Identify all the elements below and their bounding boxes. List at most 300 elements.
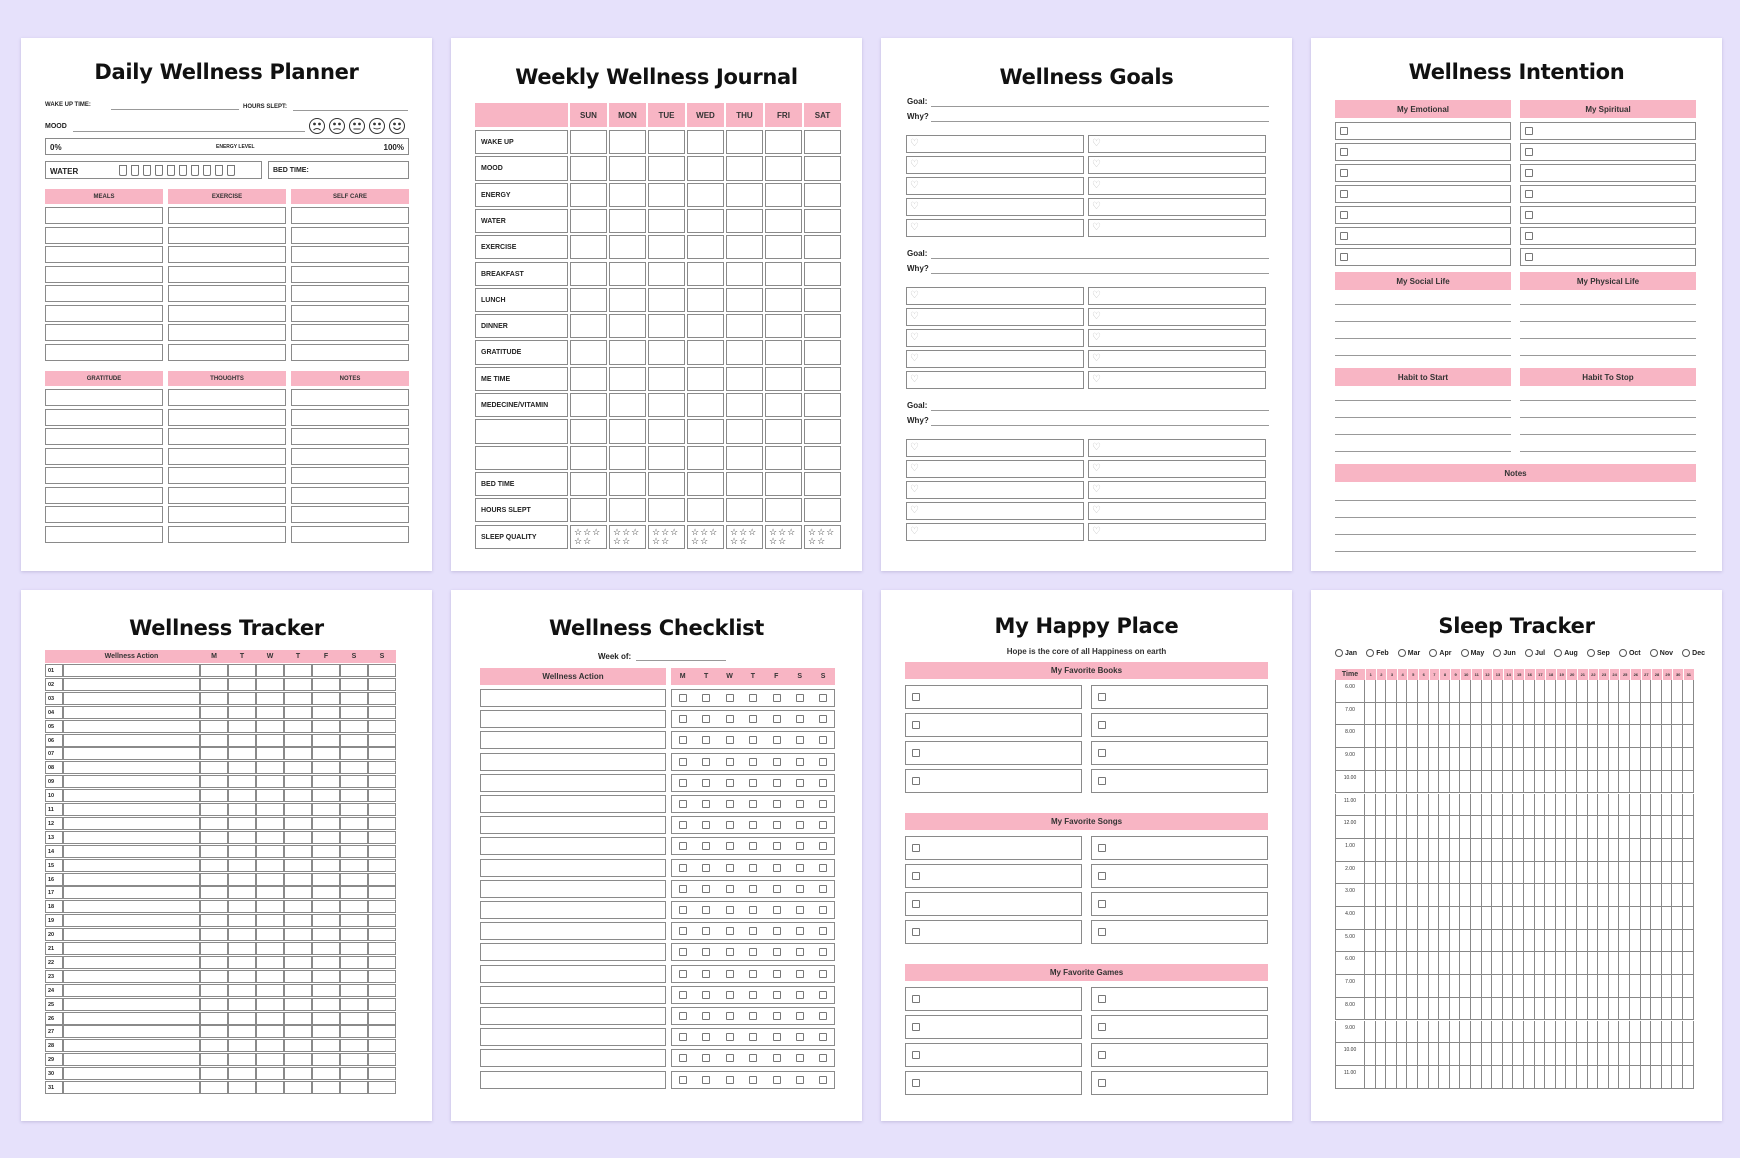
sleep-cell[interactable]	[1651, 771, 1662, 794]
sleep-cell[interactable]	[1556, 975, 1567, 998]
favorite-item[interactable]	[905, 769, 1082, 793]
entry-cell[interactable]	[648, 393, 685, 417]
action-cell[interactable]	[63, 886, 200, 899]
day-cell[interactable]	[340, 1039, 368, 1052]
day-cell[interactable]	[368, 678, 396, 691]
sleep-cell[interactable]	[1482, 771, 1493, 794]
sleep-cell[interactable]	[1460, 1021, 1471, 1044]
sleep-cell[interactable]	[1609, 975, 1620, 998]
sleep-cell[interactable]	[1662, 748, 1673, 771]
sleep-cell[interactable]	[1577, 862, 1588, 885]
sleep-cell[interactable]	[1545, 771, 1556, 794]
action-cell[interactable]	[63, 831, 200, 844]
day-cell[interactable]	[340, 845, 368, 858]
sleep-cell[interactable]	[1641, 862, 1652, 885]
checkbox[interactable]	[679, 779, 687, 787]
checkbox[interactable]	[749, 1033, 757, 1041]
glass-icon[interactable]	[215, 165, 223, 176]
day-cell[interactable]	[200, 942, 228, 955]
goal-step[interactable]	[1088, 198, 1266, 216]
day-cell[interactable]	[312, 956, 340, 969]
day-cell[interactable]	[284, 984, 312, 997]
sleep-cell[interactable]	[1662, 1043, 1673, 1066]
water-box[interactable]	[45, 161, 262, 179]
sleep-cell[interactable]	[1397, 952, 1408, 975]
sleep-cell[interactable]	[1460, 930, 1471, 953]
goal-step[interactable]	[906, 523, 1084, 541]
checkbox[interactable]	[1340, 127, 1348, 135]
entry-cell[interactable]	[609, 156, 646, 180]
checkbox[interactable]	[819, 1076, 827, 1084]
entry-cell[interactable]	[804, 498, 841, 522]
entry-cell[interactable]	[726, 235, 763, 259]
checkbox[interactable]	[1340, 148, 1348, 156]
checkbox[interactable]	[1098, 777, 1106, 785]
goal-step[interactable]	[906, 481, 1084, 499]
day-cell[interactable]	[284, 831, 312, 844]
checkbox[interactable]	[773, 1012, 781, 1020]
sleep-cell[interactable]	[1429, 1066, 1440, 1089]
sleep-cell[interactable]	[1619, 1066, 1630, 1089]
checkbox[interactable]	[773, 927, 781, 935]
checkbox[interactable]	[726, 991, 734, 999]
checkbox[interactable]	[702, 1033, 710, 1041]
entry-cell[interactable]	[570, 419, 607, 443]
entry-cell[interactable]	[804, 419, 841, 443]
goal-step[interactable]	[906, 156, 1084, 174]
intention-item[interactable]	[1520, 206, 1696, 224]
entry-cell[interactable]	[45, 487, 163, 504]
entry-cell[interactable]	[291, 467, 409, 484]
day-cell[interactable]	[340, 678, 368, 691]
sleep-cell[interactable]	[1598, 816, 1609, 839]
entry-cell[interactable]	[45, 305, 163, 322]
sleep-cell[interactable]	[1566, 816, 1577, 839]
writing-line[interactable]	[1335, 304, 1511, 305]
sleep-cell[interactable]	[1651, 907, 1662, 930]
sleep-cell[interactable]	[1619, 725, 1630, 748]
sleep-cell[interactable]	[1450, 930, 1461, 953]
day-cell[interactable]	[368, 1012, 396, 1025]
sleep-cell[interactable]	[1588, 1021, 1599, 1044]
sleep-cell[interactable]	[1598, 794, 1609, 817]
checkbox[interactable]	[702, 800, 710, 808]
glass-icon[interactable]	[179, 165, 187, 176]
sleep-cell[interactable]	[1513, 1021, 1524, 1044]
sleep-cell[interactable]	[1492, 680, 1503, 703]
action-cell[interactable]	[480, 922, 666, 940]
checkbox[interactable]	[773, 948, 781, 956]
goal-step[interactable]	[906, 219, 1084, 237]
day-cell[interactable]	[228, 873, 256, 886]
entry-cell[interactable]	[570, 498, 607, 522]
sleep-cell[interactable]	[1609, 952, 1620, 975]
day-cell[interactable]	[340, 706, 368, 719]
sleep-cell[interactable]	[1439, 975, 1450, 998]
entry-cell[interactable]	[648, 183, 685, 207]
sleep-cell[interactable]	[1609, 771, 1620, 794]
day-cell[interactable]	[340, 775, 368, 788]
sleep-cell[interactable]	[1619, 839, 1630, 862]
day-cell[interactable]	[312, 747, 340, 760]
sleep-cell[interactable]	[1460, 725, 1471, 748]
sleep-cell[interactable]	[1376, 930, 1387, 953]
day-cell[interactable]	[284, 817, 312, 830]
day-cell[interactable]	[368, 720, 396, 733]
entry-cell[interactable]	[765, 393, 802, 417]
sleep-cell[interactable]	[1598, 952, 1609, 975]
day-cell[interactable]	[256, 984, 284, 997]
day-cell[interactable]	[312, 998, 340, 1011]
day-cell[interactable]	[200, 1053, 228, 1066]
day-cell[interactable]	[200, 984, 228, 997]
sleep-cell[interactable]	[1407, 930, 1418, 953]
sleep-cell[interactable]	[1429, 703, 1440, 726]
sleep-cell[interactable]	[1524, 725, 1535, 748]
intention-item[interactable]	[1335, 185, 1511, 203]
sleep-cell[interactable]	[1450, 1043, 1461, 1066]
day-cell[interactable]	[200, 928, 228, 941]
sleep-cell[interactable]	[1397, 839, 1408, 862]
entry-cell[interactable]	[765, 156, 802, 180]
sleep-cell[interactable]	[1460, 771, 1471, 794]
sleep-cell[interactable]	[1641, 930, 1652, 953]
action-cell[interactable]	[63, 720, 200, 733]
sleep-cell[interactable]	[1609, 1043, 1620, 1066]
checkbox[interactable]	[819, 948, 827, 956]
sleep-cell[interactable]	[1386, 862, 1397, 885]
day-cell[interactable]	[200, 831, 228, 844]
sleep-cell[interactable]	[1376, 794, 1387, 817]
day-cell[interactable]	[312, 706, 340, 719]
day-cell[interactable]	[312, 1025, 340, 1038]
sleep-cell[interactable]	[1418, 930, 1429, 953]
checkbox[interactable]	[749, 842, 757, 850]
checkbox[interactable]	[1098, 995, 1106, 1003]
sleep-cell[interactable]	[1598, 907, 1609, 930]
sleep-cell[interactable]	[1492, 907, 1503, 930]
action-cell[interactable]	[63, 914, 200, 927]
radio-icon[interactable]	[1429, 649, 1437, 657]
day-cell[interactable]	[256, 970, 284, 983]
day-cell[interactable]	[312, 859, 340, 872]
sleep-cell[interactable]	[1524, 1021, 1535, 1044]
sleep-cell[interactable]	[1513, 748, 1524, 771]
sleep-cell[interactable]	[1439, 680, 1450, 703]
sleep-cell[interactable]	[1418, 725, 1429, 748]
entry-cell[interactable]	[168, 246, 286, 263]
day-cell[interactable]	[200, 775, 228, 788]
sleep-cell[interactable]	[1397, 816, 1408, 839]
day-cell[interactable]	[228, 720, 256, 733]
intention-item[interactable]	[1520, 185, 1696, 203]
entry-cell[interactable]	[168, 389, 286, 406]
day-cell[interactable]	[200, 1067, 228, 1080]
sleep-cell[interactable]	[1513, 725, 1524, 748]
sleep-cell[interactable]	[1556, 998, 1567, 1021]
sleep-cell[interactable]	[1503, 1021, 1514, 1044]
day-cell[interactable]	[256, 775, 284, 788]
sleep-cell[interactable]	[1460, 998, 1471, 1021]
entry-cell[interactable]	[726, 130, 763, 154]
sleep-cell[interactable]	[1492, 862, 1503, 885]
checkbox[interactable]	[679, 1076, 687, 1084]
sleep-cell[interactable]	[1630, 794, 1641, 817]
day-cell[interactable]	[312, 775, 340, 788]
day-cell[interactable]	[340, 720, 368, 733]
checkbox[interactable]	[702, 906, 710, 914]
sleep-cell[interactable]	[1566, 1066, 1577, 1089]
checkbox[interactable]	[679, 948, 687, 956]
favorite-item[interactable]	[1091, 864, 1268, 888]
sleep-quality-stars[interactable]: ☆☆☆ ☆☆	[687, 525, 724, 549]
glass-icon[interactable]	[143, 165, 151, 176]
day-cell[interactable]	[256, 942, 284, 955]
checkbox[interactable]	[796, 1033, 804, 1041]
checkbox[interactable]	[1098, 749, 1106, 757]
sleep-cell[interactable]	[1566, 1021, 1577, 1044]
glass-icon[interactable]	[119, 165, 127, 176]
day-cell[interactable]	[340, 970, 368, 983]
sleep-cell[interactable]	[1482, 998, 1493, 1021]
sleep-cell[interactable]	[1662, 680, 1673, 703]
sleep-cell[interactable]	[1535, 1066, 1546, 1089]
checkbox[interactable]	[1525, 232, 1533, 240]
entry-cell[interactable]	[726, 393, 763, 417]
day-cell[interactable]	[312, 1039, 340, 1052]
day-cell[interactable]	[368, 831, 396, 844]
day-cell[interactable]	[200, 859, 228, 872]
sleep-cell[interactable]	[1662, 771, 1673, 794]
day-cell[interactable]	[200, 845, 228, 858]
checkbox[interactable]	[796, 842, 804, 850]
sleep-cell[interactable]	[1397, 862, 1408, 885]
goal-step[interactable]	[1088, 329, 1266, 347]
action-cell[interactable]	[480, 880, 666, 898]
entry-cell[interactable]	[648, 498, 685, 522]
checkbox[interactable]	[1340, 190, 1348, 198]
sleep-cell[interactable]	[1482, 725, 1493, 748]
checkbox[interactable]	[1098, 872, 1106, 880]
sleep-cell[interactable]	[1598, 771, 1609, 794]
favorite-item[interactable]	[905, 892, 1082, 916]
radio-icon[interactable]	[1682, 649, 1690, 657]
radio-icon[interactable]	[1554, 649, 1562, 657]
entry-cell[interactable]	[765, 130, 802, 154]
sleep-cell[interactable]	[1609, 816, 1620, 839]
favorite-item[interactable]	[905, 741, 1082, 765]
sleep-cell[interactable]	[1651, 725, 1662, 748]
sleep-cell[interactable]	[1492, 816, 1503, 839]
month-option[interactable]	[1335, 649, 1357, 657]
checkbox[interactable]	[749, 885, 757, 893]
day-cell[interactable]	[312, 1053, 340, 1066]
sleep-cell[interactable]	[1577, 1066, 1588, 1089]
entry-cell[interactable]	[804, 446, 841, 470]
sleep-cell[interactable]	[1641, 1021, 1652, 1044]
intention-item[interactable]	[1335, 206, 1511, 224]
day-cell[interactable]	[256, 845, 284, 858]
sleep-cell[interactable]	[1524, 680, 1535, 703]
day-cell[interactable]	[228, 900, 256, 913]
sleep-cell[interactable]	[1503, 839, 1514, 862]
checkbox[interactable]	[749, 715, 757, 723]
sleep-cell[interactable]	[1545, 748, 1556, 771]
sleep-cell[interactable]	[1407, 771, 1418, 794]
sleep-cell[interactable]	[1513, 862, 1524, 885]
mood-line[interactable]	[73, 131, 305, 132]
day-cell[interactable]	[340, 1012, 368, 1025]
favorite-item[interactable]	[905, 713, 1082, 737]
day-cell[interactable]	[340, 1053, 368, 1066]
day-cell[interactable]	[340, 942, 368, 955]
sleep-cell[interactable]	[1556, 839, 1567, 862]
checkbox[interactable]	[726, 1076, 734, 1084]
sleep-cell[interactable]	[1503, 907, 1514, 930]
day-cell[interactable]	[200, 1039, 228, 1052]
day-cell[interactable]	[368, 914, 396, 927]
entry-cell[interactable]	[765, 419, 802, 443]
sleep-cell[interactable]	[1683, 1043, 1694, 1066]
day-cell[interactable]	[256, 1025, 284, 1038]
entry-cell[interactable]	[648, 446, 685, 470]
entry-cell[interactable]	[804, 367, 841, 391]
sleep-cell[interactable]	[1450, 725, 1461, 748]
checkbox[interactable]	[702, 948, 710, 956]
action-cell[interactable]	[63, 734, 200, 747]
sleep-cell[interactable]	[1386, 703, 1397, 726]
entry-cell[interactable]	[804, 393, 841, 417]
day-cell[interactable]	[312, 886, 340, 899]
intention-item[interactable]	[1520, 227, 1696, 245]
goal-step[interactable]	[906, 287, 1084, 305]
sleep-cell[interactable]	[1641, 703, 1652, 726]
sleep-cell[interactable]	[1577, 998, 1588, 1021]
sleep-cell[interactable]	[1439, 1043, 1450, 1066]
intention-item[interactable]	[1520, 143, 1696, 161]
sleep-cell[interactable]	[1503, 771, 1514, 794]
day-cell[interactable]	[228, 1039, 256, 1052]
day-cell[interactable]	[284, 928, 312, 941]
day-cell[interactable]	[256, 678, 284, 691]
favorite-item[interactable]	[1091, 769, 1268, 793]
entry-cell[interactable]	[291, 389, 409, 406]
day-cell[interactable]	[368, 984, 396, 997]
entry-cell[interactable]	[45, 448, 163, 465]
checkbox[interactable]	[819, 715, 827, 723]
sleep-cell[interactable]	[1471, 725, 1482, 748]
sleep-cell[interactable]	[1492, 703, 1503, 726]
sleep-cell[interactable]	[1492, 1043, 1503, 1066]
glass-icon[interactable]	[131, 165, 139, 176]
sleep-cell[interactable]	[1492, 975, 1503, 998]
sleep-cell[interactable]	[1492, 930, 1503, 953]
action-cell[interactable]	[480, 1007, 666, 1025]
day-cell[interactable]	[284, 1039, 312, 1052]
sleep-cell[interactable]	[1641, 748, 1652, 771]
sleep-cell[interactable]	[1460, 952, 1471, 975]
sleep-cell[interactable]	[1418, 794, 1429, 817]
entry-cell[interactable]	[168, 487, 286, 504]
checkbox[interactable]	[726, 842, 734, 850]
sleep-cell[interactable]	[1566, 839, 1577, 862]
checkbox[interactable]	[749, 821, 757, 829]
sleep-cell[interactable]	[1619, 703, 1630, 726]
day-cell[interactable]	[284, 1012, 312, 1025]
sleep-cell[interactable]	[1577, 839, 1588, 862]
checkbox[interactable]	[773, 821, 781, 829]
action-cell[interactable]	[63, 928, 200, 941]
action-cell[interactable]	[63, 900, 200, 913]
day-cell[interactable]	[228, 942, 256, 955]
month-option[interactable]	[1461, 649, 1485, 657]
checkbox[interactable]	[819, 1012, 827, 1020]
sleep-cell[interactable]	[1386, 907, 1397, 930]
sleep-cell[interactable]	[1365, 748, 1376, 771]
checkbox[interactable]	[773, 970, 781, 978]
sleep-cell[interactable]	[1683, 862, 1694, 885]
water-glasses[interactable]	[119, 165, 235, 176]
sleep-cell[interactable]	[1471, 930, 1482, 953]
checkbox[interactable]	[702, 736, 710, 744]
month-option[interactable]	[1619, 649, 1641, 657]
sleep-cell[interactable]	[1365, 884, 1376, 907]
sleep-cell[interactable]	[1662, 998, 1673, 1021]
sleep-cell[interactable]	[1429, 816, 1440, 839]
sleep-cell[interactable]	[1535, 998, 1546, 1021]
notes-line[interactable]	[1335, 551, 1696, 552]
action-cell[interactable]	[480, 774, 666, 792]
sleep-cell[interactable]	[1397, 998, 1408, 1021]
sleep-cell[interactable]	[1376, 839, 1387, 862]
sleep-cell[interactable]	[1662, 1021, 1673, 1044]
entry-cell[interactable]	[765, 209, 802, 233]
sleep-cell[interactable]	[1566, 930, 1577, 953]
day-cell[interactable]	[284, 678, 312, 691]
sleep-cell[interactable]	[1471, 975, 1482, 998]
checkbox[interactable]	[819, 736, 827, 744]
action-cell[interactable]	[480, 1028, 666, 1046]
sleep-cell[interactable]	[1439, 703, 1450, 726]
sleep-cell[interactable]	[1365, 703, 1376, 726]
checkbox[interactable]	[726, 821, 734, 829]
sleep-cell[interactable]	[1471, 952, 1482, 975]
checkbox[interactable]	[749, 694, 757, 702]
sleep-cell[interactable]	[1439, 884, 1450, 907]
sleep-cell[interactable]	[1513, 839, 1524, 862]
sleep-cell[interactable]	[1365, 771, 1376, 794]
sleep-cell[interactable]	[1471, 794, 1482, 817]
sleep-cell[interactable]	[1407, 839, 1418, 862]
sleep-cell[interactable]	[1386, 998, 1397, 1021]
entry-cell[interactable]	[765, 498, 802, 522]
sleep-cell[interactable]	[1418, 998, 1429, 1021]
entry-cell[interactable]	[168, 285, 286, 302]
day-cell[interactable]	[256, 789, 284, 802]
writing-line[interactable]	[1520, 400, 1696, 401]
sleep-cell[interactable]	[1641, 884, 1652, 907]
checkbox[interactable]	[749, 758, 757, 766]
notes-line[interactable]	[1335, 500, 1696, 501]
sleep-cell[interactable]	[1683, 748, 1694, 771]
action-cell[interactable]	[63, 970, 200, 983]
sleep-cell[interactable]	[1619, 1021, 1630, 1044]
sleep-cell[interactable]	[1545, 1021, 1556, 1044]
day-cell[interactable]	[200, 873, 228, 886]
sleep-cell[interactable]	[1376, 952, 1387, 975]
action-cell[interactable]	[63, 1012, 200, 1025]
sleep-cell[interactable]	[1450, 975, 1461, 998]
